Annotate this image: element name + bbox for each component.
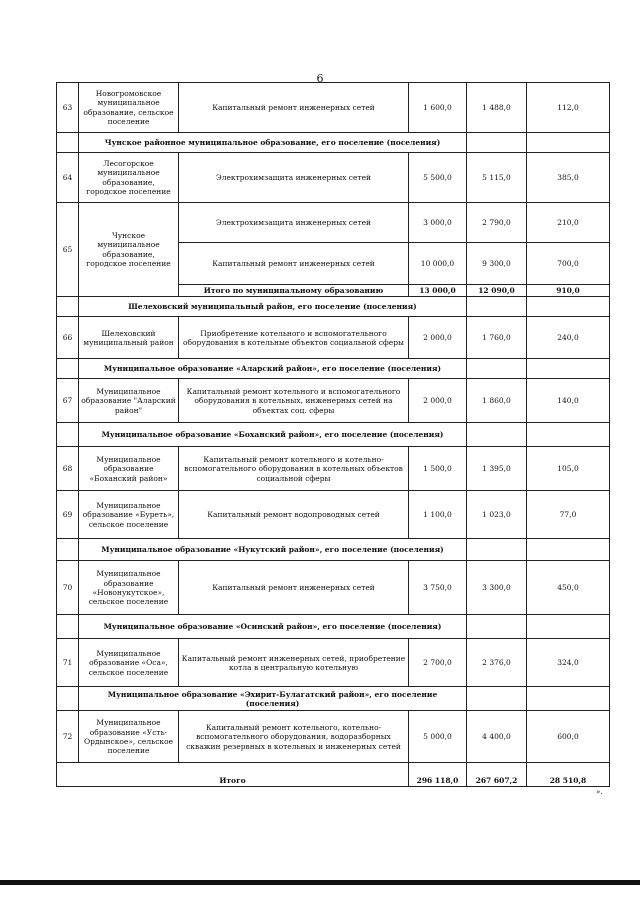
section-row	[57, 359, 610, 379]
value-total-cell: 3 750,0	[409, 561, 467, 615]
value-regional-cell: 2 790,0	[467, 203, 527, 243]
section-row	[57, 687, 610, 711]
row-number: 72	[57, 711, 79, 763]
value-local-cell: 112,0	[527, 83, 610, 133]
section-title: Муниципальное образование «Эхирит-Булагатский район», его поселение (поселения)	[79, 687, 467, 711]
row-number: 69	[57, 491, 79, 539]
table-row	[57, 153, 610, 203]
table-row	[57, 711, 610, 763]
section-row	[57, 133, 610, 153]
value-local-cell: 910,0	[527, 285, 610, 297]
work-cell: Капитальный ремонт инженерных сетей, приобретение котла в центральную котельную	[179, 639, 409, 687]
value-local-cell: 28 510,8	[527, 763, 610, 787]
value-total-cell: 5 000,0	[409, 711, 467, 763]
row-number: 63	[57, 83, 79, 133]
section-row	[57, 297, 610, 317]
row-number: 70	[57, 561, 79, 615]
section-title: Шелеховский муниципальный район, его поселение (поселения)	[79, 297, 467, 317]
value-total-cell: 2 000,0	[409, 317, 467, 359]
section-row	[57, 539, 610, 561]
section-title: Муниципальное образование «Осинский район», его поселение (поселения)	[79, 615, 467, 639]
value-local-cell: 324,0	[527, 639, 610, 687]
closing-quote-mark: ».	[596, 788, 603, 796]
work-cell: Капитальный ремонт котельного, котельно-вспомогательного оборудования, водоразборных скважин резервных в котельных и инженерных сетей	[179, 711, 409, 763]
value-regional-cell: 1 760,0	[467, 317, 527, 359]
municipality-cell: Муниципальное образование «Оса», сельское поселение	[79, 639, 179, 687]
table-row	[57, 379, 610, 423]
value-local-cell: 77,0	[527, 491, 610, 539]
value-local-cell: 700,0	[527, 243, 610, 285]
municipality-cell: Лесогорское муниципальное образование, городское поселение	[79, 153, 179, 203]
value-regional-cell: 1 860,0	[467, 379, 527, 423]
value-regional-cell: 1 023,0	[467, 491, 527, 539]
value-total-cell: 2 700,0	[409, 639, 467, 687]
municipality-cell: Чунское муниципальное образование, городское поселение	[79, 203, 179, 297]
municipality-cell: Муниципальное образование "Аларский район"	[79, 379, 179, 423]
value-regional-cell: 1 488,0	[467, 83, 527, 133]
value-total-cell: 3 000,0	[409, 203, 467, 243]
section-title: Чунское районное муниципальное образование, его поселение (поселения)	[79, 133, 467, 153]
row-number: 67	[57, 379, 79, 423]
municipality-cell: Муниципальное образование «Буреть», сельское поселение	[79, 491, 179, 539]
work-cell: Капитальный ремонт котельного и вспомогательного оборудования в котельных, инженерных сетей на объектах соц. сферы	[179, 379, 409, 423]
value-total-cell: 296 118,0	[409, 763, 467, 787]
row-number: 66	[57, 317, 79, 359]
value-regional-cell: 3 300,0	[467, 561, 527, 615]
funding-table	[56, 82, 610, 787]
work-cell: Приобретение котельного и вспомогательного оборудования в котельные объектов социальной сферы	[179, 317, 409, 359]
municipality-cell: Муниципальное образование «Новонукутское», сельское поселение	[79, 561, 179, 615]
work-cell: Капитальный ремонт инженерных сетей	[179, 83, 409, 133]
work-cell: Капитальный ремонт водопроводных сетей	[179, 491, 409, 539]
work-cell: Капитальный ремонт инженерных сетей	[179, 561, 409, 615]
row-number: 71	[57, 639, 79, 687]
value-total-cell: 1 500,0	[409, 447, 467, 491]
table-row	[57, 447, 610, 491]
value-total-cell: 1 100,0	[409, 491, 467, 539]
table-row	[57, 491, 610, 539]
value-total-cell: 13 000,0	[409, 285, 467, 297]
work-cell: Электрохимзащита инженерных сетей	[179, 203, 409, 243]
value-local-cell: 140,0	[527, 379, 610, 423]
work-cell: Электрохимзащита инженерных сетей	[179, 153, 409, 203]
value-total-cell: 1 600,0	[409, 83, 467, 133]
scan-edge-bar	[0, 880, 640, 885]
value-local-cell: 600,0	[527, 711, 610, 763]
row-number: 64	[57, 153, 79, 203]
table-row	[57, 561, 610, 615]
value-regional-cell: 1 395,0	[467, 447, 527, 491]
section-title: Муниципальное образование «Аларский район», его поселение (поселения)	[79, 359, 467, 379]
value-local-cell: 450,0	[527, 561, 610, 615]
table-row	[57, 203, 610, 243]
value-regional-cell: 267 607,2	[467, 763, 527, 787]
work-cell: Капитальный ремонт котельного и котельно-вспомогательного оборудования в котельных объектов социальной сферы	[179, 447, 409, 491]
municipality-cell: Шелеховский муниципальный район	[79, 317, 179, 359]
value-local-cell: 105,0	[527, 447, 610, 491]
table-row	[57, 639, 610, 687]
municipality-cell: Муниципальное образование «Боханский район»	[79, 447, 179, 491]
page-number: 6	[316, 72, 324, 85]
value-regional-cell: 2 376,0	[467, 639, 527, 687]
table-row	[57, 83, 610, 133]
value-local-cell: 240,0	[527, 317, 610, 359]
row-number: 68	[57, 447, 79, 491]
section-title: Муниципальное образование «Боханский район», его поселение (поселения)	[79, 423, 467, 447]
value-total-cell: 5 500,0	[409, 153, 467, 203]
table-row	[57, 317, 610, 359]
grand-total-row	[57, 763, 610, 787]
value-regional-cell: 9 300,0	[467, 243, 527, 285]
section-title: Муниципальное образование «Нукутский район», его поселение (поселения)	[79, 539, 467, 561]
subtotal-label: Итого по муниципальному образованию	[179, 285, 409, 297]
value-total-cell: 10 000,0	[409, 243, 467, 285]
municipality-cell: Новогромовское муниципальное образование, сельское поселение	[79, 83, 179, 133]
value-total-cell: 2 000,0	[409, 379, 467, 423]
work-cell: Капитальный ремонт инженерных сетей	[179, 243, 409, 285]
value-local-cell: 210,0	[527, 203, 610, 243]
value-regional-cell: 5 115,0	[467, 153, 527, 203]
value-local-cell: 385,0	[527, 153, 610, 203]
grand-total-label: Итого	[57, 763, 409, 787]
row-number: 65	[57, 203, 79, 297]
municipality-cell: Муниципальное образование «Усть-Ордынское», сельское поселение	[79, 711, 179, 763]
value-regional-cell: 12 090,0	[467, 285, 527, 297]
section-row	[57, 615, 610, 639]
value-regional-cell: 4 400,0	[467, 711, 527, 763]
section-row	[57, 423, 610, 447]
